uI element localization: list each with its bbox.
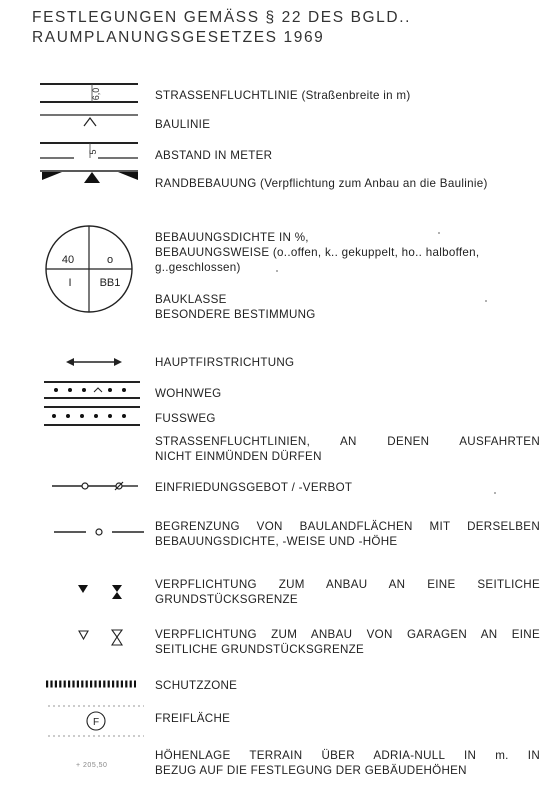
baulinie-symbol	[40, 110, 140, 130]
title-line-1: FESTLEGUNGEN GEMÄSS § 22 DES BGLD..	[32, 9, 412, 26]
legend-wohnweg: WOHNWEG	[155, 387, 222, 400]
circle-tr: o	[106, 254, 114, 266]
legend-einfriedung: EINFRIEDUNGSGEBOT / -VERBOT	[155, 481, 353, 494]
fussweg-symbol	[44, 405, 140, 429]
legend-abstand: ABSTAND IN METER	[155, 149, 273, 162]
legend-anbau-garagen: VERPFLICHTUNG ZUM ANBAU VON GARAGEN AN EINE SEITLICHE GRUNDSTÜCKSGRENZE	[155, 628, 540, 656]
anbau-garagen-symbol	[78, 628, 128, 648]
scan-speck	[276, 270, 278, 272]
page-title	[32, 8, 411, 48]
legend-hoehenlage: HÖHENLAGE TERRAIN ÜBER ADRIA-NULL IN m. IN BEZUG AUF DIE FESTLEGUNG DER GEBÄUDEHÖHEN	[155, 749, 540, 777]
legend-randbebauung: RANDBEBAUUNG (Verpflichtung zum Anbau an die Baulinie)	[155, 177, 488, 190]
circle-bl: I	[68, 277, 72, 289]
legend-fussweg: FUSSWEG	[155, 412, 216, 425]
hauptfirstrichtung-arrow	[66, 355, 122, 369]
circle-tl: 40	[61, 254, 75, 266]
distance-label: 5	[88, 149, 98, 155]
legend-strassenfluchtlinien-ausfahrten: STRASSENFLUCHTLINIEN, AN DENEN AUSFAHRTEN NICHT EINMÜNDEN DÜRFEN	[155, 435, 540, 463]
legend-begrenzung: BEGRENZUNG VON BAULANDFLÄCHEN MIT DERSELBEN BEBAUUNGSDICHTE, -WEISE UND -HÖHE	[155, 520, 540, 548]
scan-speck	[494, 492, 496, 494]
anbau-seitlich-symbol	[78, 583, 128, 601]
einfriedung-symbol	[52, 479, 138, 493]
road-width-label: 6,0	[91, 87, 101, 101]
schutzzone-symbol	[46, 678, 136, 690]
scan-speck	[485, 300, 487, 302]
freiflaeche-symbol	[48, 703, 144, 739]
legend-baulinie: BAULINIE	[155, 118, 211, 131]
randbebauung-symbol	[40, 164, 140, 186]
title-line-2: RAUMPLANUNGSGESETZES 1969	[32, 29, 325, 46]
circle-br: BB1	[99, 277, 121, 289]
legend-anbau-seitlich: VERPFLICHTUNG ZUM ANBAU AN EINE SEITLICHE GRUNDSTÜCKSGRENZE	[155, 578, 540, 606]
freiflaeche-letter: F	[92, 717, 100, 728]
legend-bauklasse: BAUKLASSE BESONDERE BESTIMMUNG	[155, 293, 316, 321]
strassenfluchtlinie-symbol	[40, 80, 140, 110]
nutzungsschablone-circle	[44, 224, 134, 314]
scan-speck	[438, 232, 440, 234]
legend-schutzzone: SCHUTZZONE	[155, 679, 238, 692]
legend-freiflaeche: FREIFLÄCHE	[155, 712, 231, 725]
wohnweg-symbol	[44, 380, 140, 400]
legend-strassenfluchtlinie: STRASSENFLUCHTLINIE (Straßenbreite in m)	[155, 89, 411, 102]
height-value: + 205,50	[76, 762, 108, 769]
begrenzung-symbol	[54, 525, 144, 539]
legend-bebauungsdichte: BEBAUUNGSDICHTE IN %, BEBAUUNGSWEISE (o..offen, k.. gekuppelt, ho.. halboffen, g..geschlossen)	[155, 231, 480, 274]
abstand-symbol	[40, 138, 140, 164]
legend-hauptfirstrichtung: HAUPTFIRSTRICHTUNG	[155, 356, 295, 369]
